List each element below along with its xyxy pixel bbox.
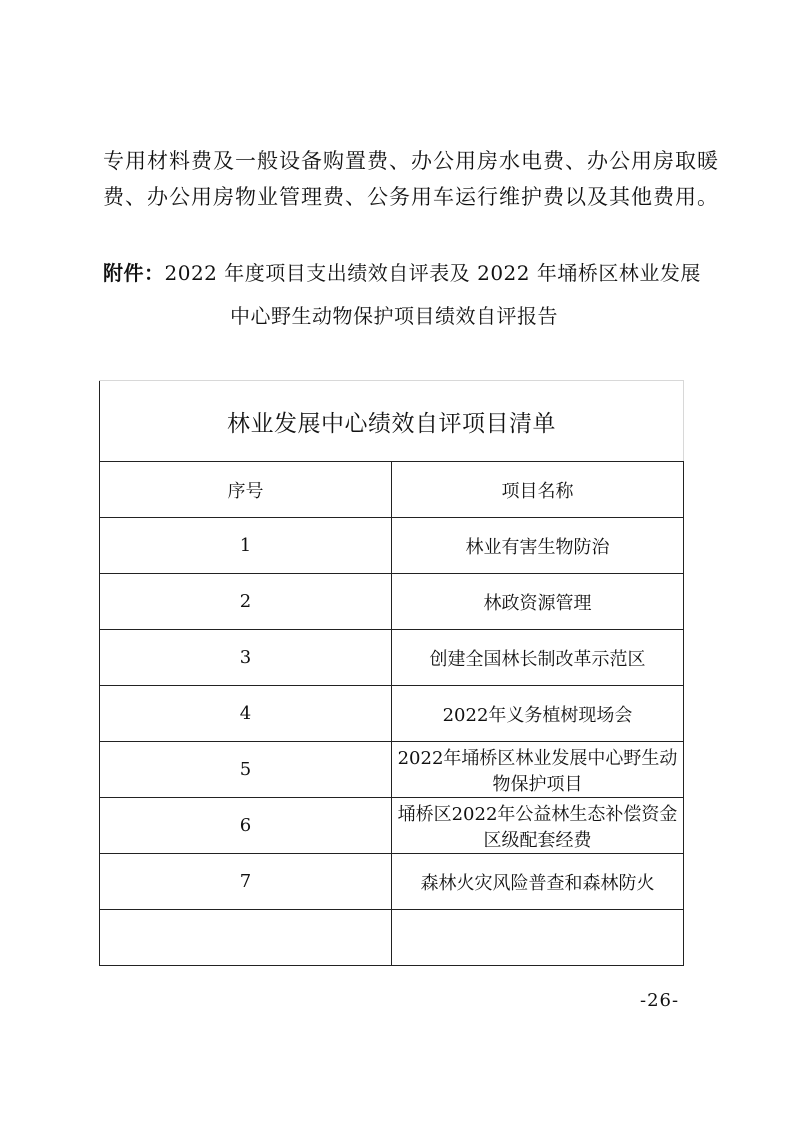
table-row xyxy=(100,630,684,686)
attachment-line-1 xyxy=(103,255,701,291)
row-index: 7 xyxy=(100,854,392,910)
row-project-name: 林政资源管理 xyxy=(392,574,684,630)
row-project-name: 创建全国林长制改革示范区 xyxy=(392,630,684,686)
row-project-name: 林业有害生物防治 xyxy=(392,518,684,574)
row-index: 5 xyxy=(100,742,392,798)
table-title: 林业发展中心绩效自评项目清单 xyxy=(100,381,684,462)
empty-name-cell xyxy=(392,910,684,966)
row-index: 1 xyxy=(100,518,392,574)
page-number: -26- xyxy=(640,990,680,1011)
row-project-name: 2022年义务植树现场会 xyxy=(392,686,684,742)
body-paragraph-line-2: 费、办公用房物业管理费、公务用车运行维护费以及其他费用。 xyxy=(103,185,719,209)
row-project-name: 2022年埇桥区林业发展中心野生动物保护项目 xyxy=(392,742,684,798)
header-project-name: 项目名称 xyxy=(392,462,684,518)
header-index: 序号 xyxy=(100,462,392,518)
attachment-label: 附件： xyxy=(103,261,165,285)
table-caption-row xyxy=(100,381,684,462)
attachment-line-2: 中心野生动物保护项目绩效自评报告 xyxy=(230,304,558,328)
row-index: 4 xyxy=(100,686,392,742)
table-row xyxy=(100,742,684,798)
row-index: 6 xyxy=(100,798,392,854)
body-paragraph-line-1: 专用材料费及一般设备购置费、办公用房水电费、办公用房取暖 xyxy=(103,149,719,173)
project-list-table xyxy=(99,380,684,966)
empty-index-cell xyxy=(100,910,392,966)
row-project-name: 森林火灾风险普查和森林防火 xyxy=(392,854,684,910)
table-header-row xyxy=(100,462,684,518)
table-row xyxy=(100,574,684,630)
row-index: 2 xyxy=(100,574,392,630)
table-row xyxy=(100,798,684,854)
table-row xyxy=(100,518,684,574)
attachment-text-1: 2022 年度项目支出绩效自评表及 2022 年埇桥区林业发展 xyxy=(164,261,701,285)
table-row xyxy=(100,686,684,742)
row-index: 3 xyxy=(100,630,392,686)
table-empty-row xyxy=(100,910,684,966)
row-project-name: 埇桥区2022年公益林生态补偿资金区级配套经费 xyxy=(392,798,684,854)
table-row xyxy=(100,854,684,910)
